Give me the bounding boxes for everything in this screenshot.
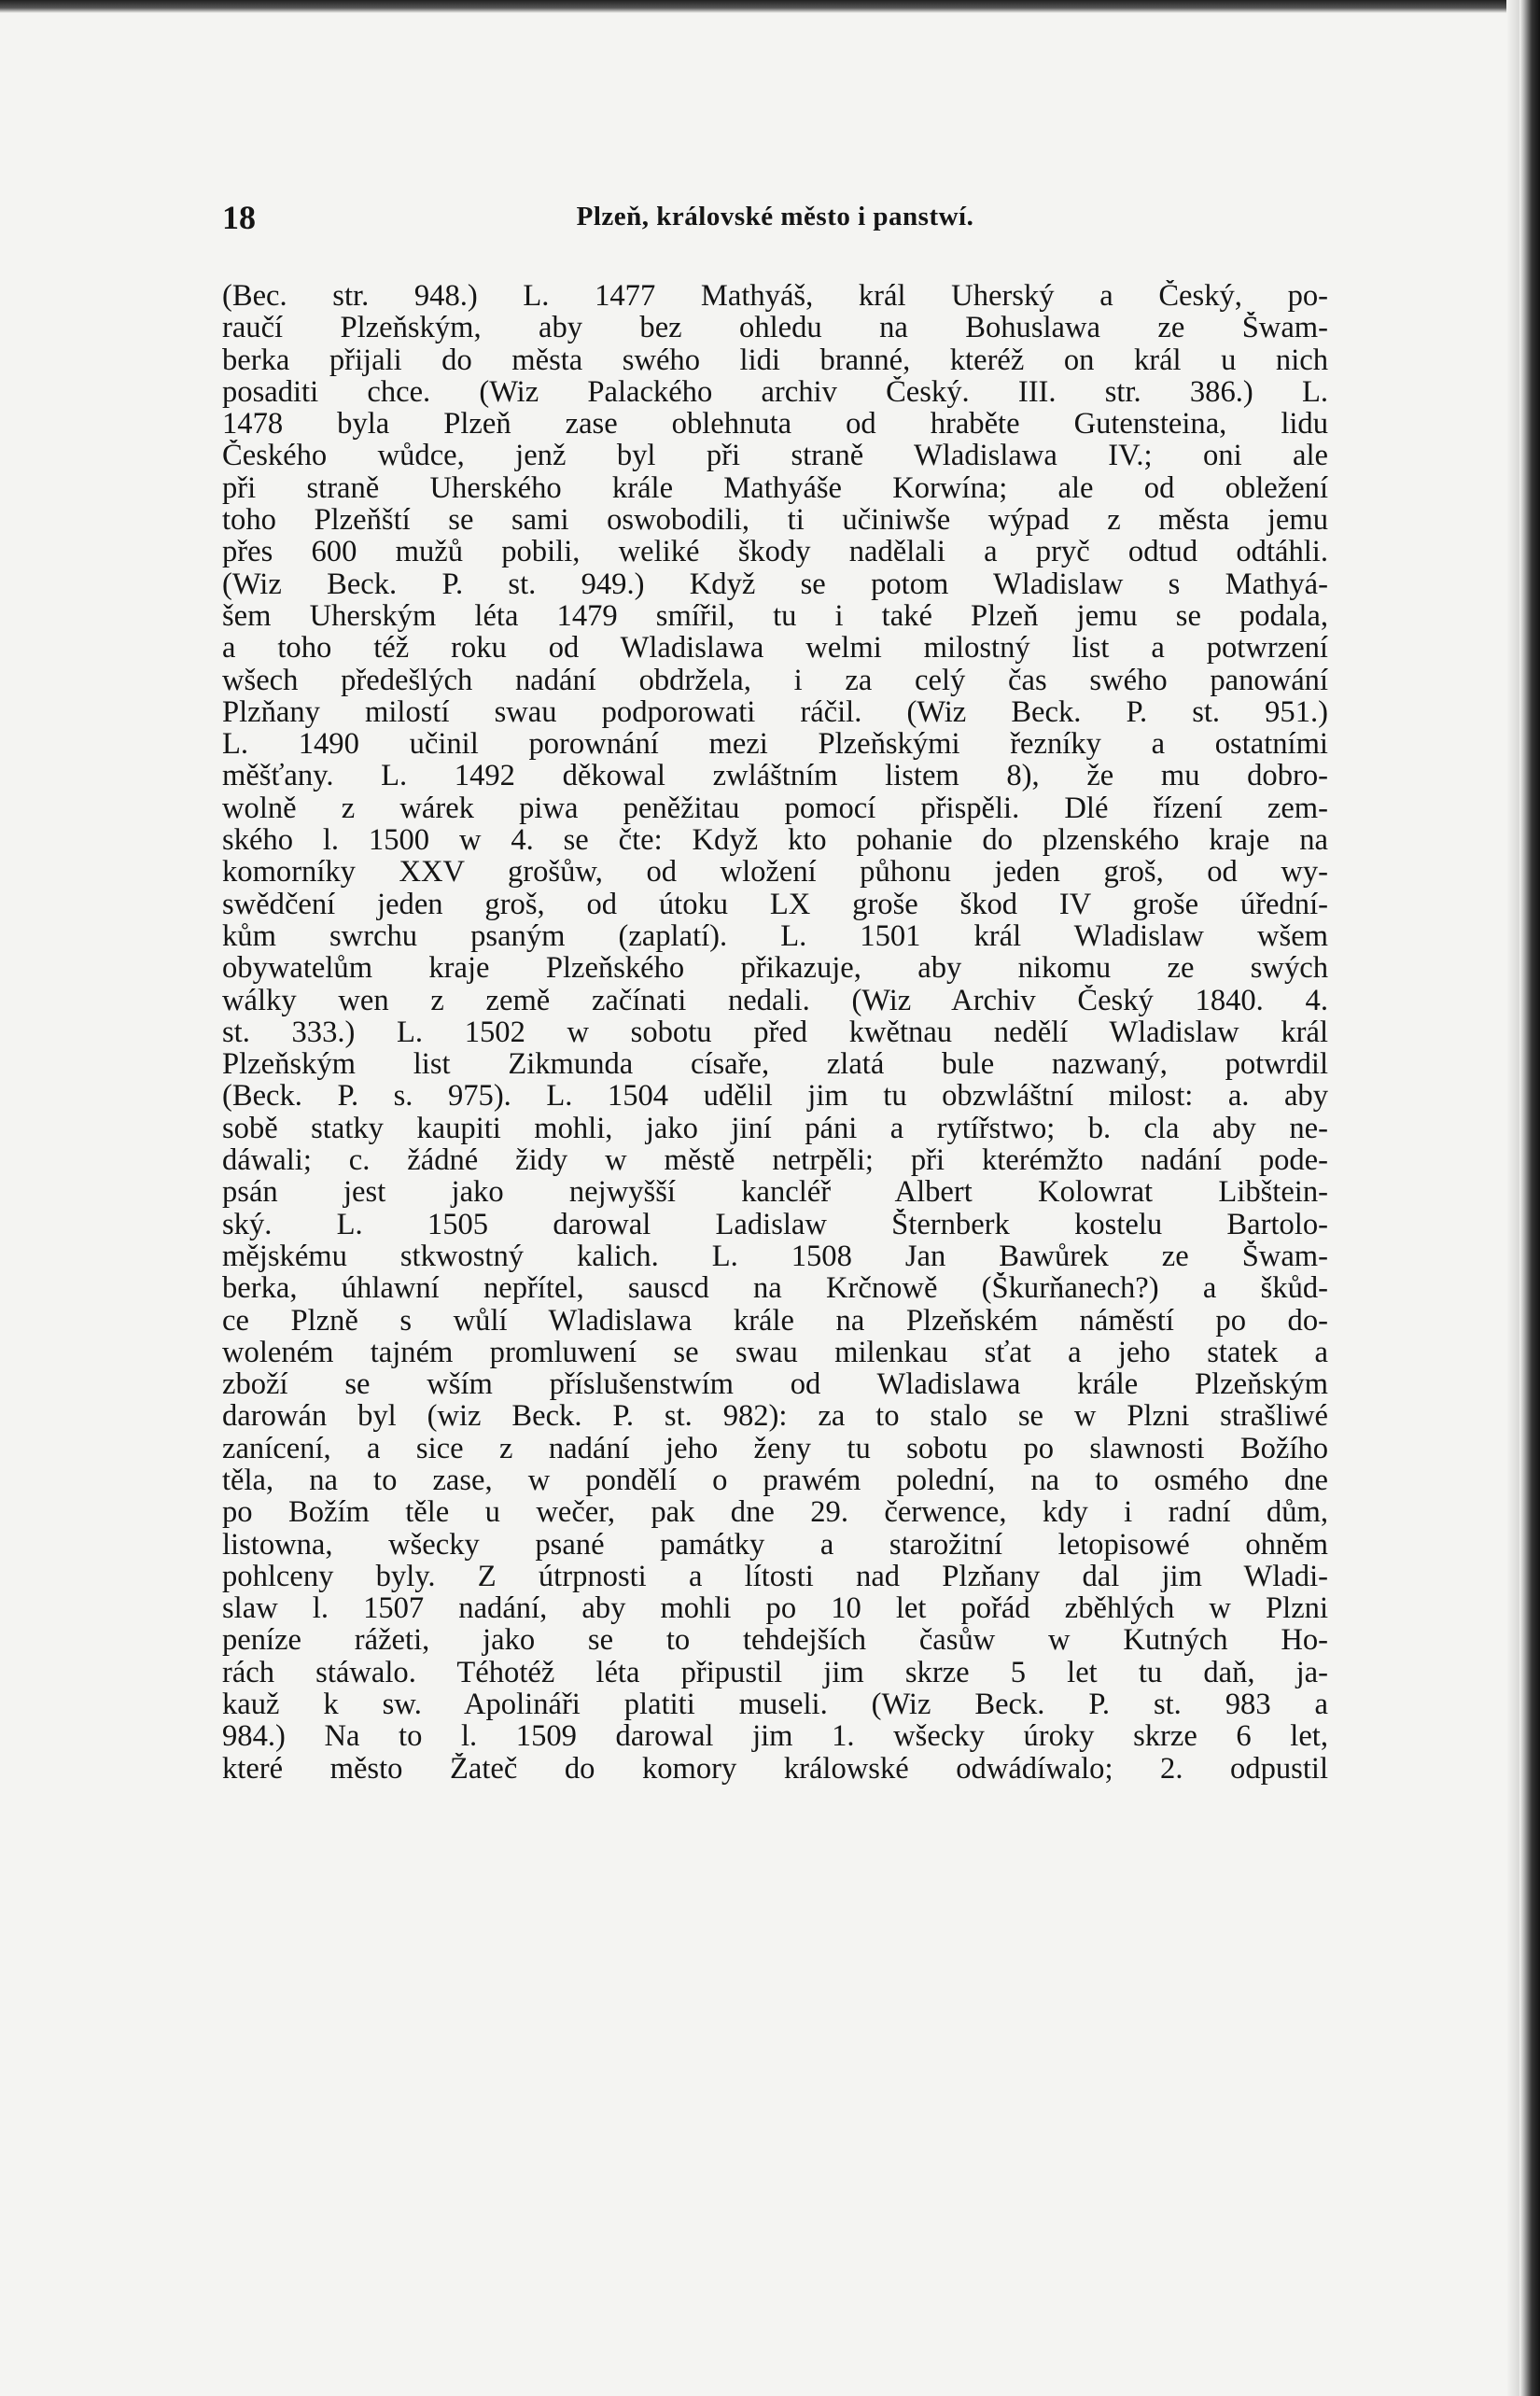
text-line: wálky wen z země začínati nedali. (Wiz Archiv Český 1840. 4. xyxy=(222,984,1328,1016)
text-line: ského l. 1500 w 4. se čte: Když kto pohanie do plzenského kraje na xyxy=(222,824,1328,857)
text-line: berka přijali do města swého lidi branné, kteréž on král u nich xyxy=(222,343,1328,376)
text-line: ský. L. 1505 darowal Ladislaw Šternberk kostelu Bartolo- xyxy=(222,1208,1328,1240)
text-line: rách stáwalo. Téhotéž léta připustil jim skrze 5 let tu daň, ja- xyxy=(222,1656,1328,1689)
text-line: wšech předešlých nadání obdržela, i za celý čas swého panowání xyxy=(222,664,1328,696)
text-line: po Božím těle u wečer, pak dne 29. čerwence, kdy i radní dům, xyxy=(222,1496,1328,1529)
text-line: (Bec. str. 948.) L. 1477 Mathyáš, král Uherský a Český, po- xyxy=(222,280,1328,313)
text-line: kům swrchu psaným (zaplatí). L. 1501 král Wladislaw wšem xyxy=(222,919,1328,953)
text-line: pohlceny byly. Z útrpnosti a lítosti nad Plzňany dal jim Wladi- xyxy=(222,1560,1328,1593)
text-line: které město Žateč do komory králowské odwádíwalo; 2. odpustil xyxy=(222,1752,1328,1785)
book-page xyxy=(222,198,1328,1785)
page-number: 18 xyxy=(222,199,256,236)
page-header xyxy=(222,198,1328,254)
text-line: dáwali; c. žádné židy w městě netrpěli; při kterémžto nadání pode- xyxy=(222,1144,1328,1177)
text-line: darowán byl (wiz Beck. P. st. 982): za to stalo se w Plzni strašliwé xyxy=(222,1400,1328,1433)
text-line: woleném tajném promluwení se swau milenkau sťat a jeho statek a xyxy=(222,1336,1328,1369)
text-line: listowna, wšecky psané památky a starožitní letopisowé ohněm xyxy=(222,1528,1328,1561)
page-shadow-right xyxy=(1506,0,1519,2396)
text-line: zanícení, a sice z nadání jeho ženy tu sobotu po slawnosti Božího xyxy=(222,1432,1328,1464)
text-line: kauž k sw. Apolináři platiti museli. (Wiz Beck. P. st. 983 a xyxy=(222,1688,1328,1721)
text-line: (Wiz Beck. P. st. 949.) Když se potom Wladislaw s Mathyá- xyxy=(222,567,1328,600)
text-line: L. 1490 učinil porownání mezi Plzeňskými řezníky a ostatními xyxy=(222,728,1328,761)
text-line: wolně z wárek piwa peněžitau pomocí přispěli. Dlé řízení zem- xyxy=(222,792,1328,825)
text-line: (Beck. P. s. 975). L. 1504 udělil jim tu obzwláštní milost: a. aby xyxy=(222,1080,1328,1113)
scan-edge-right xyxy=(1519,0,1540,2396)
text-line: měšťany. L. 1492 děkowal zwláštním listem 8), že mu dobro- xyxy=(222,760,1328,792)
text-line: slaw l. 1507 nadání, aby mohli po 10 let pořád zběhlých w Plzni xyxy=(222,1592,1328,1625)
text-line: obywatelům kraje Plzeňského přikazuje, aby nikomu ze swých xyxy=(222,952,1328,985)
text-line: 984.) Na to l. 1509 darowal jim 1. wšecky úroky skrze 6 let, xyxy=(222,1720,1328,1753)
body-text xyxy=(222,280,1328,1785)
text-line: toho Plzeňští se sami oswobodili, ti učiniwše wýpad z města jemu xyxy=(222,504,1328,537)
text-line: sobě statky kaupiti mohli, jako jiní páni a rytířstwo; b. cla aby ne- xyxy=(222,1112,1328,1145)
text-line: Plzňany milostí swau podporowati ráčil. (Wiz Beck. P. st. 951.) xyxy=(222,695,1328,729)
text-line: ce Plzně s wůlí Wladislawa krále na Plzeňském náměstí po do- xyxy=(222,1304,1328,1337)
text-line: zboží se wším příslušenstwím od Wladislawa krále Plzeňským xyxy=(222,1368,1328,1401)
text-line: Plzeňským list Zikmunda císaře, zlatá bule nazwaný, potwrdil xyxy=(222,1048,1328,1081)
text-line: raučí Plzeňským, aby bez ohledu na Bohuslawa ze Šwam- xyxy=(222,312,1328,344)
text-line: Českého wůdce, jenž byl při straně Wladislawa IV.; oni ale xyxy=(222,440,1328,472)
text-line: přes 600 mužů pobili, weliké škody nadělali a pryč odtud odtáhli. xyxy=(222,536,1328,568)
scan-edge-top xyxy=(0,0,1540,13)
text-line: peníze rážeti, jako se to tehdejších časůw w Kutných Ho- xyxy=(222,1624,1328,1657)
text-line: těla, na to zase, w pondělí o prawém polední, na to osmého dne xyxy=(222,1464,1328,1497)
text-line: a toho též roku od Wladislawa welmi milostný list a potwrzení xyxy=(222,632,1328,665)
text-line: šem Uherským léta 1479 smířil, tu i také Plzeň jemu se podala, xyxy=(222,599,1328,633)
text-line: berka, úhlawní nepřítel, sauscd na Krčnowě (Škurňanech?) a škůd- xyxy=(222,1272,1328,1305)
text-line: psán jest jako nejwyšší kancléř Albert Kolowrat Libštein- xyxy=(222,1176,1328,1209)
text-line: mějskému stkwostný kalich. L. 1508 Jan Bawůrek ze Šwam- xyxy=(222,1240,1328,1273)
text-line: při straně Uherského krále Mathyáše Korwína; ale od obležení xyxy=(222,471,1328,505)
text-line: komorníky XXV grošůw, od wložení půhonu jeden groš, od wy- xyxy=(222,856,1328,889)
text-line: swědčení jeden groš, od útoku LX groše škod IV groše úřední- xyxy=(222,888,1328,920)
running-head: Plzeň, královské město i panstwí. xyxy=(576,202,974,231)
text-line: st. 333.) L. 1502 w sobotu před kwětnau nedělí Wladislaw král xyxy=(222,1016,1328,1049)
text-line: posaditi chce. (Wiz Palackého archiv Český. III. str. 386.) L. xyxy=(222,375,1328,409)
text-line: 1478 byla Plzeň zase oblehnuta od hraběte Gutensteina, lidu xyxy=(222,408,1328,441)
